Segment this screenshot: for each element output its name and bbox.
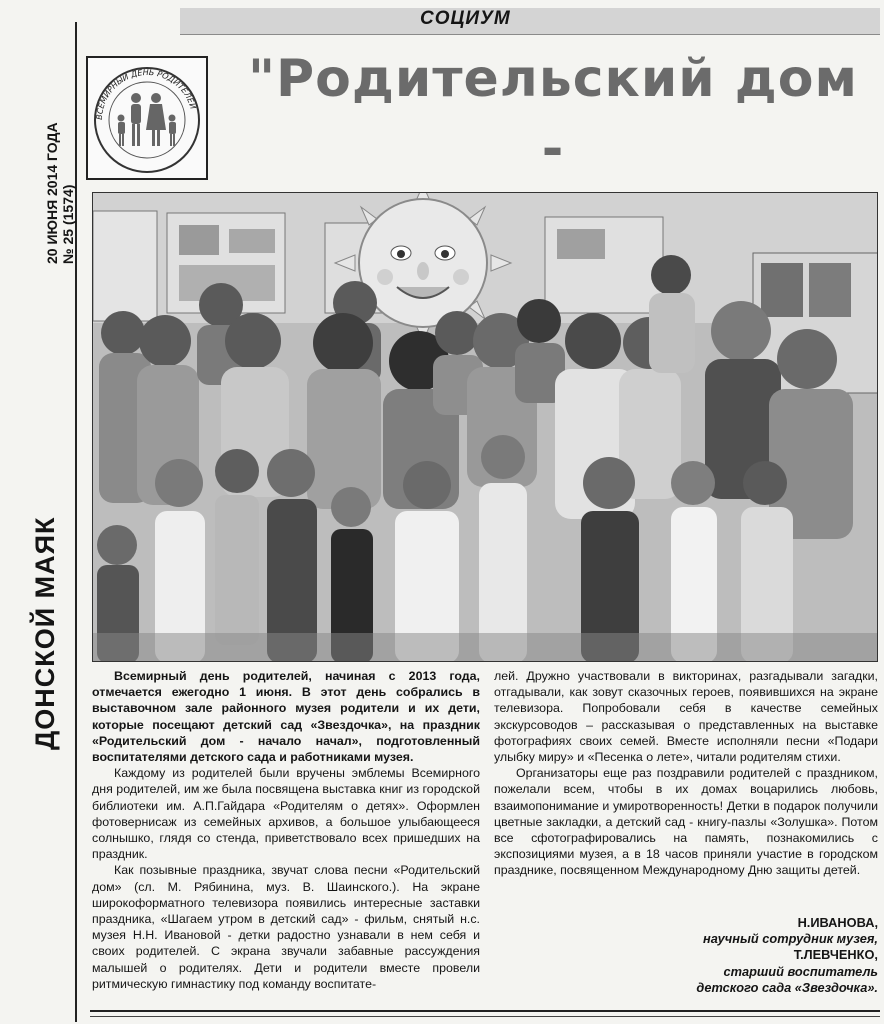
author-role: старший воспитатель bbox=[723, 963, 878, 979]
family-emblem-icon bbox=[88, 58, 206, 178]
author-name: Т.ЛЕВЧЕНКО, bbox=[793, 947, 878, 963]
author-role: научный сотрудник музея, bbox=[702, 931, 878, 947]
section-title: СОЦИУМ bbox=[420, 8, 511, 29]
article-paragraph: лей. Дружно участвовали в викторинах, разгадывали загадки, отгадывали, как зовут сказочных героев, появившихся на экране телевизора. Попробовали себя в качестве семейных экскурсоводов – рассказывая о представленных на выставке фотографиях своих семей. Вместе исполняли песни «Подари улыбку миру» и «Песенка о лете», читали родителям стихи. bbox=[494, 669, 878, 765]
author-name: Н.ИВАНОВА, bbox=[797, 915, 878, 930]
bottom-rule bbox=[90, 1010, 880, 1012]
article-column-2 bbox=[494, 668, 878, 879]
article-paragraph: Как позывные праздника, звучат слова песни «Родительский дом» (сл. М. Рябинина, муз. В. Шаинского.). На экране широкоформатного телевизора появились интересные заставки праздника, «Шагаем утром в детский сад» - фильм, снятый н.с. музея Н.Н. Ивановой - детки радостно узнавали в нем себя и своих родителей. С экрана звучали забавные рассуждения малышей о родителях. Дети и родители вместе провели ритмическую гимнастику под команду воспитате- bbox=[92, 863, 480, 991]
section-bar bbox=[180, 8, 880, 35]
author-role: детского сада «Звездочка». bbox=[696, 979, 878, 995]
article-signature bbox=[696, 915, 878, 996]
article-column-1 bbox=[92, 668, 480, 992]
headline-line-1: "Родительский дом - bbox=[247, 49, 859, 179]
group-photo-image bbox=[93, 193, 878, 662]
issue-date: 20 ИЮНЯ 2014 ГОДА bbox=[44, 122, 60, 264]
group-photo bbox=[92, 192, 878, 662]
issue-number: № 25 (1574) bbox=[60, 184, 76, 264]
article-paragraph: Организаторы еще раз поздравили родителей с праздником, пожелали всем, чтобы в их домах воцарились любовь, взаимопонимание и умиротворенность! Детки в подарок получили цветные закладки, а детский сад - книгу-пазлы «Золушка». Потом все сфотографировались на память, познакомились с экспозициями музея, а в 18 часов приняли участие в городском празднике, посвященном Международному Дню защиты детей. bbox=[494, 766, 878, 878]
bottom-rule bbox=[90, 1016, 880, 1017]
masthead-title: ДОНСКОЙ МАЯК bbox=[30, 516, 60, 750]
article-lead-paragraph: Всемирный день родителей, начиная с 2013 года, отмечается ежегодно 1 июня. В этот день собрались в выставочном зале районного музея родители и их дети, которые посещают детский сад «Звездочка», на праздник «Родительский дом - начало начал», подготовленный воспитателями детского сада и работниками музея. bbox=[92, 669, 480, 765]
parents-day-logo bbox=[86, 56, 208, 180]
logo-caption: ВСЕМИРНЫЙ ДЕНЬ РОДИТЕЛЕЙ bbox=[94, 67, 198, 121]
article-paragraph: Каждому из родителей были вручены эмблемы Всемирного дня родителей, им же была посвящена выставка книг из городской библиотеки им. А.П.Гайдара «Родителям о детях». Оформлен фотовернисаж из семейных архивов, а большое улыбающееся солнышко, глядя со стенда, приветствовало всех пришедших на праздник. bbox=[92, 766, 480, 862]
